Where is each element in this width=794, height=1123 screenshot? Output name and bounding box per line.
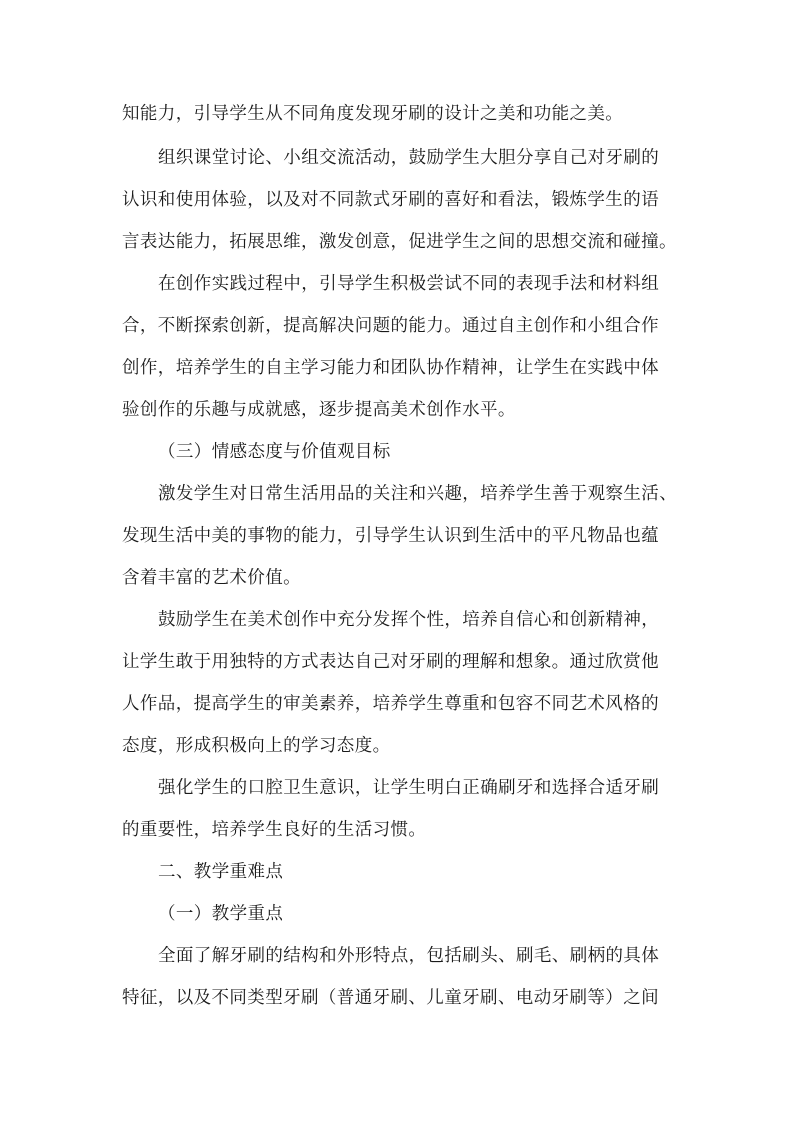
paragraph-first-line: 全面了解牙刷的结构和外形特点，包括刷头、刷毛、刷柄的具体 xyxy=(158,946,660,966)
text-line: 创作，培养学生的自主学习能力和团队协作精神，让学生在实践中体 xyxy=(122,358,659,378)
text-line: 的重要性，培养学生良好的生活习惯。 xyxy=(122,820,427,840)
text-line: 发现生活中美的事物的能力，引导学生认识到生活中的平凡物品也蕴 xyxy=(122,526,659,546)
text-line: 含着丰富的艺术价值。 xyxy=(122,568,301,588)
section-heading: （三）情感态度与价值观目标 xyxy=(158,442,391,462)
text-line: 让学生敢于用独特的方式表达自己对牙刷的理解和想象。通过欣赏他 xyxy=(122,652,659,672)
subsection-heading: （一）教学重点 xyxy=(158,904,284,924)
paragraph-first-line: 激发学生对日常生活用品的关注和兴趣，培养学生善于观察生活、 xyxy=(158,484,678,504)
text-line: 验创作的乐趣与成就感，逐步提高美术创作水平。 xyxy=(122,400,516,420)
text-line: 言表达能力，拓展思维，激发创意，促进学生之间的思想交流和碰撞。 xyxy=(122,232,677,252)
paragraph-first-line: 组织课堂讨论、小组交流活动，鼓励学生大胆分享自己对牙刷的 xyxy=(158,148,660,168)
text-line: 知能力，引导学生从不同角度发现牙刷的设计之美和功能之美。 xyxy=(122,104,624,124)
paragraph-first-line: 在创作实践过程中，引导学生积极尝试不同的表现手法和材料组 xyxy=(158,274,660,294)
text-line: 认识和使用体验，以及对不同款式牙刷的喜好和看法，锻炼学生的语 xyxy=(122,190,659,210)
paragraph-first-line: 鼓励学生在美术创作中充分发挥个性，培养自信心和创新精神， xyxy=(158,610,660,630)
text-line: 合，不断探索创新，提高解决问题的能力。通过自主创作和小组合作 xyxy=(122,316,659,336)
text-line: 特征，以及不同类型牙刷（普通牙刷、儿童牙刷、电动牙刷等）之间 xyxy=(122,988,659,1008)
section-heading: 二、教学重难点 xyxy=(158,862,284,882)
text-line: 态度，形成积极向上的学习态度。 xyxy=(122,736,391,756)
paragraph-first-line: 强化学生的口腔卫生意识，让学生明白正确刷牙和选择合适牙刷 xyxy=(158,778,660,798)
text-line: 人作品，提高学生的审美素养，培养学生尊重和包容不同艺术风格的 xyxy=(122,694,659,714)
